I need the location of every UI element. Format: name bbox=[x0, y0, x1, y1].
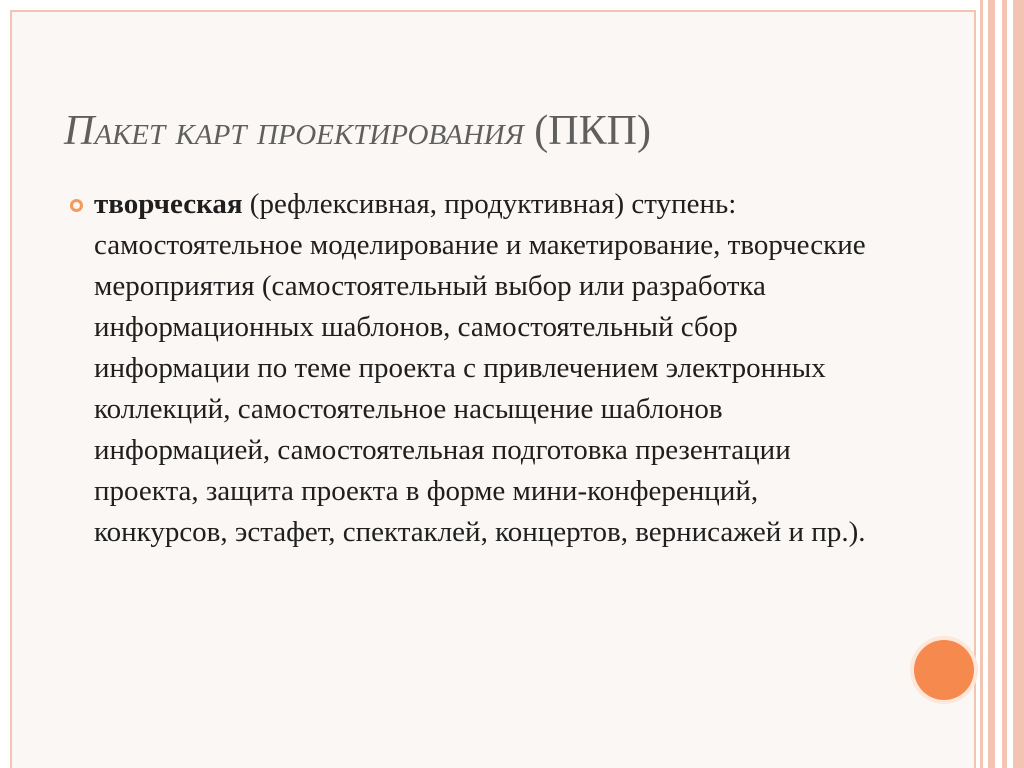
bullet-paragraph bbox=[94, 184, 880, 553]
bullet-strong-text: творческая bbox=[94, 188, 243, 220]
ring-bullet-icon bbox=[70, 199, 83, 212]
decor-stripe bbox=[1013, 0, 1024, 768]
decor-stripe bbox=[980, 0, 983, 768]
page-title bbox=[64, 108, 944, 154]
title-abbreviation: (ПКП) bbox=[534, 108, 651, 154]
bullet-item bbox=[70, 184, 880, 553]
orange-circle-icon bbox=[914, 640, 974, 700]
title-main-text: Пакет карт проектирования bbox=[64, 108, 524, 154]
decor-stripe bbox=[1002, 0, 1007, 768]
bullet-body-text: (рефлексивная, продуктивная) ступень: самостоятельное моделирование и макетирование, творческие мероприятия (самостоятельный выбор или разработка информационных шаблонов, самостоятельный сбор информации по теме проекта с привлечением электронных коллекций, самостоятельное насыщение шаблонов информацией, самостоятельная подготовка презентации проекта, защита проекта в форме мини-конференций, конкурсов, эстафет, спектаклей, концертов, вернисажей и пр.). bbox=[94, 188, 866, 548]
decor-stripe bbox=[988, 0, 995, 768]
